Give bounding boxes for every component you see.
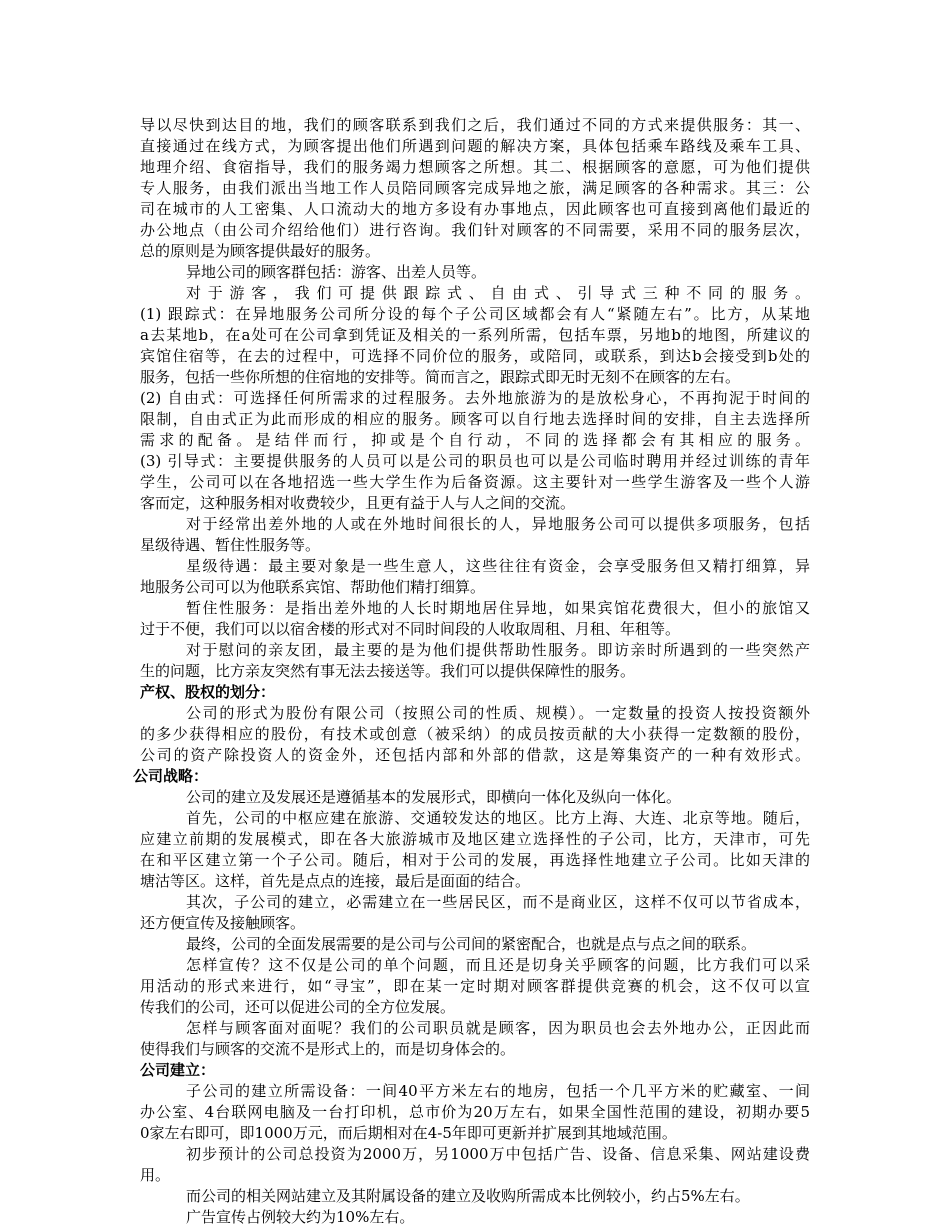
text-line: (3) 引导式：主要提供服务的人员可以是公司的职员也可以是公司临时聘用并经过训练的青年	[140, 453, 810, 470]
text-line: (1) 跟踪式：在异地服务公司所分设的每个子公司区域都会有人“紧随左右”。比方，从某地	[140, 306, 810, 323]
text-line: 而公司的相关网站建立及其附属设备的建立及收购所需成本比例较小，约占5%左右。	[186, 1188, 750, 1205]
text-line: 初步预计的公司总投资为2000万，另1000万中包括广告、设备、信息采集、网站建设费	[186, 1146, 810, 1163]
text-line: 传我们的公司，还可以促进公司的全方位发展。	[140, 999, 456, 1016]
text-line: 限制，自由式正为此而形成的相应的服务。顾客可以自行地去选择时间的安排，自主去选择所	[140, 411, 810, 428]
text-line: 星级待遇：最主要对象是一些生意人，这些往往有资金，会享受服务但又精打细算，异	[186, 558, 810, 575]
text-line: 广告宣传占例较大约为10%左右。	[186, 1209, 415, 1226]
section-heading: 公司建立：	[140, 1062, 216, 1079]
text-line: 使得我们与顾客的交流不是形式上的，而是切身体会的。	[140, 1041, 516, 1058]
text-line: 专人服务，由我们派出当地工作人员陪同顾客完成异地之旅，满足顾客的各种需求。其三：公	[140, 180, 810, 197]
text-line: 过于不便，我们可以以宿舍楼的形式对不同时间段的人收取周租、月租、年租等。	[140, 621, 681, 638]
text-line: 地服务公司可以为他联系宾馆、帮助他们精打细算。	[140, 579, 486, 596]
text-line: 需求的配备。是结伴而行，抑或是个自行动，不同的选择都会有其相应的服务。	[140, 432, 810, 449]
text-line: 异地公司的顾客群包括：游客、出差人员等。	[186, 264, 487, 281]
text-line: 怎样宣传？这不仅是公司的单个问题，而且还是切身关乎顾客的问题，比方我们可以采	[186, 957, 810, 974]
text-line: 总的原则是为顾客提供最好的服务。	[140, 243, 381, 260]
text-line: 0家左右即可，即1000万元，而后期相对在4-5年即可更新并扩展到其地域范围。	[140, 1125, 677, 1142]
text-line: 办公室、4台联网电脑及一台打印机，总市价为20万左右，如果全国性范围的建设，初期办要5	[140, 1104, 810, 1121]
text-line: a去某地b，在a处可在公司拿到凭证及相关的一系列所需，包括车票，另地b的地图，所建议的	[140, 327, 810, 344]
text-line: 对于经常出差外地的人或在外地时间很长的人，异地服务公司可以提供多项服务，包括	[186, 516, 810, 533]
text-line: 用活动的形式来进行，如“寻宝”，即在某一定时期对顾客群提供竞赛的机会，这不仅可以宣	[140, 978, 810, 995]
text-line: 导以尽快到达目的地，我们的顾客联系到我们之后，我们通过不同的方式来提供服务：其一、	[140, 117, 810, 134]
text-line: 公司的资产除投资人的资金外，还包括内部和外部的借款，这是筹集资产的一种有效形式。	[140, 747, 810, 764]
text-line: 客而定，这种服务相对收费较少，且更有益于人与人之间的交流。	[140, 495, 576, 512]
text-line: 怎样与顾客面对面呢？我们的公司职员就是顾客，因为职员也会去外地办公，正因此而	[186, 1020, 810, 1037]
text-line: (2) 自由式：可选择任何所需求的过程服务。去外地旅游为的是放松身心，不再拘泥于时间的	[140, 390, 810, 407]
text-line: 塘沽等区。这样，首先是点点的连接，最后是面面的结合。	[140, 873, 531, 890]
text-line: 宾馆住宿等，在去的过程中，可选择不同价位的服务，或陪同，或联系，到达b会接受到b处的	[140, 348, 810, 365]
text-line: 首先，公司的中枢应建在旅游、交通较发达的地区。比方上海、大连、北京等地。随后，	[186, 810, 810, 827]
text-line: 应建立前期的发展模式，即在各大旅游城市及地区建立选择性的子公司，比方，天津市，可先	[140, 831, 810, 848]
text-line: 办公地点（由公司介绍给他们）进行咨询。我们针对顾客的不同需要，采用不同的服务层次，	[140, 222, 810, 239]
text-line: 暂住性服务：是指出差外地的人长时期地居住异地，如果宾馆花费很大，但小的旅馆又	[186, 600, 810, 617]
text-line: 司在城市的人工密集、人口流动大的地方多设有办事地点，因此顾客也可直接到离他们最近的	[140, 201, 810, 218]
text-line: 最终，公司的全面发展需要的是公司与公司间的紧密配合，也就是点与点之间的联系。	[186, 936, 757, 953]
text-line: 对于慰问的亲友团，最主要的是为他们提供帮助性服务。即访亲时所遇到的一些突然产	[186, 642, 810, 659]
text-line: 公司的建立及发展还是遵循基本的发展形式，即横向一体化及纵向一体化。	[186, 789, 682, 806]
section-heading: 产权、股权的划分：	[140, 684, 276, 701]
text-line: 学生，公司可以在各地招选一些大学生作为后备资源。这主要针对一些学生游客及一些个人游	[140, 474, 810, 491]
text-line: 用。	[140, 1167, 171, 1184]
text-line: 的多少获得相应的股份，有技术或创意（被采纳）的成员按贡献的大小获得一定数额的股份，	[140, 726, 810, 743]
text-line: 在和平区建立第一个子公司。随后，相对于公司的发展，再选择性地建立子公司。比如天津的	[140, 852, 810, 869]
text-line: 星级待遇、暂住性服务等。	[140, 537, 321, 554]
text-line: 公司的形式为股份有限公司（按照公司的性质、规模）。一定数量的投资人按投资额外	[186, 705, 810, 722]
text-line: 地理介绍、食宿指导，我们的服务竭力想顾客之所想。其二、根据顾客的意愿，可为他们提供	[140, 159, 810, 176]
text-line: 对于游客，我们可提供跟踪式、自由式、引导式三种不同的服务。	[186, 285, 810, 302]
text-line: 生的问题，比方亲友突然有事无法去接送等。我们可以提供保障性的服务。	[140, 663, 636, 680]
text-line: 服务，包括一些你所想的住宿地的安排等。简而言之，跟踪式即无时无刻不在顾客的左右。	[140, 369, 741, 386]
text-line: 其次，子公司的建立，必需建立在一些居民区，而不是商业区，这样不仅可以节省成本，	[186, 894, 810, 911]
text-line: 直接通过在线方式，为顾客提出他们所遇到问题的解决方案，具体包括乘车路线及乘车工具、	[140, 138, 810, 155]
text-line: 还方便宣传及接触顾客。	[140, 915, 306, 932]
section-heading: 公司战略：	[133, 768, 209, 785]
text-line: 子公司的建立所需设备：一间40平方米左右的地房，包括一个几平方米的贮藏室、一间	[186, 1083, 810, 1100]
